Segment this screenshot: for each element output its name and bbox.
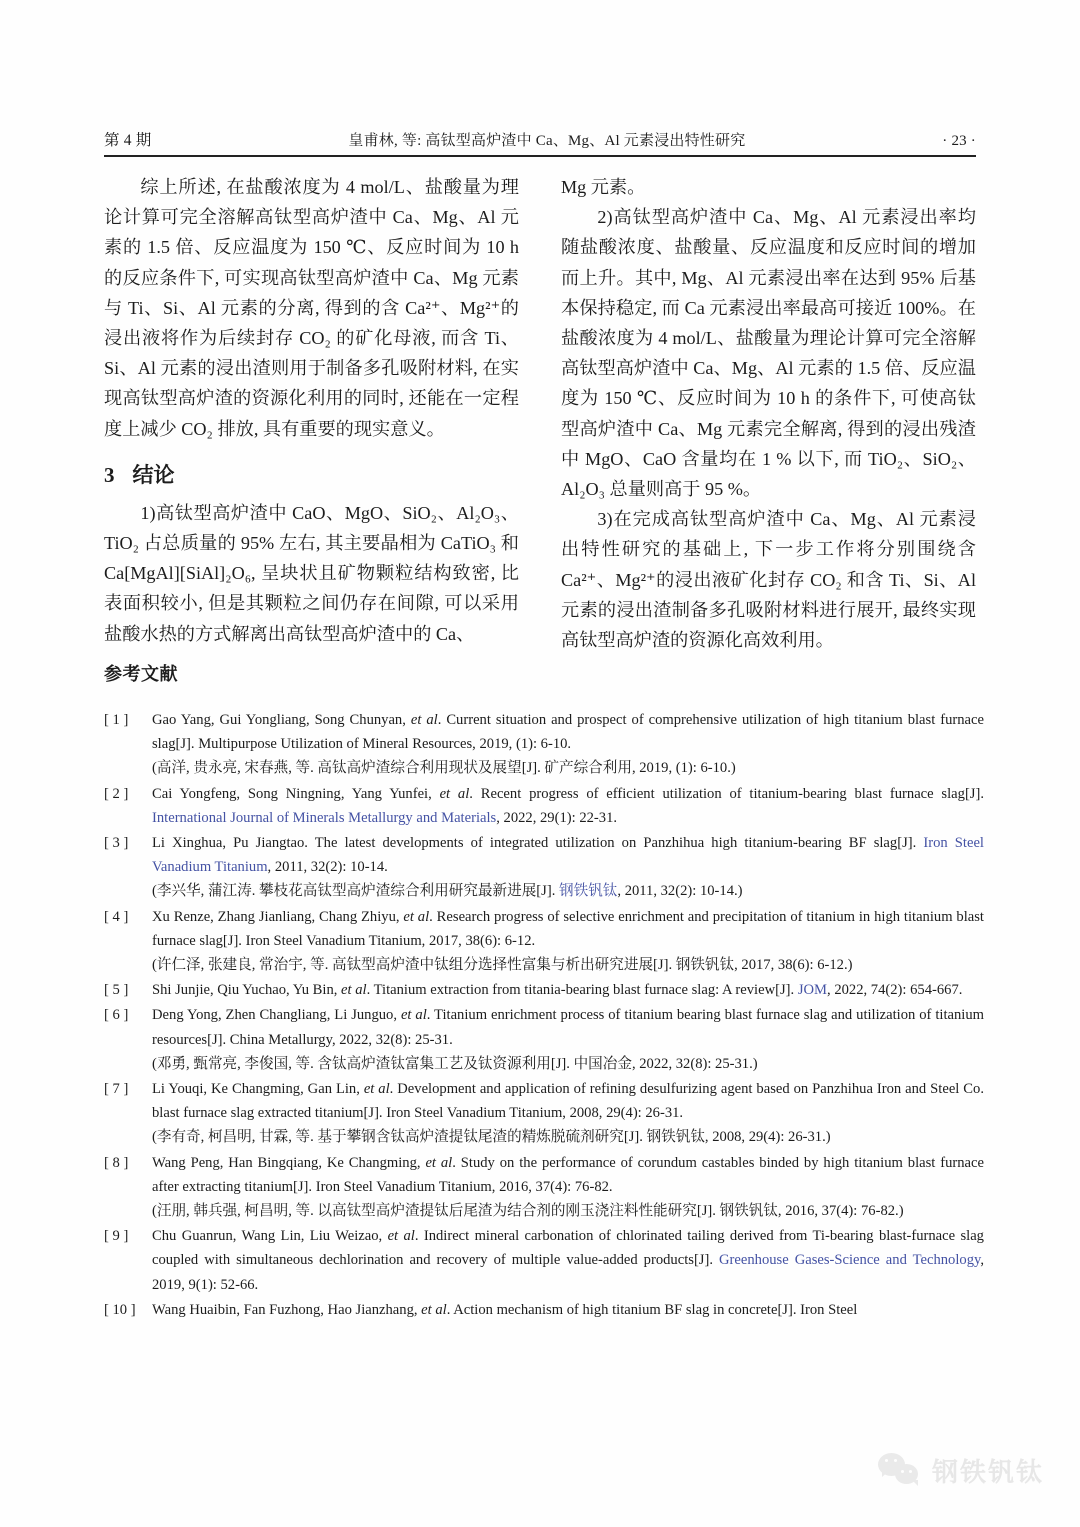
section-number: 3 xyxy=(104,462,115,487)
reference-item xyxy=(104,1224,984,1297)
right-column xyxy=(561,172,976,655)
reference-text xyxy=(152,1003,984,1076)
reference-etal: et al xyxy=(387,1228,415,1245)
reference-citation-en: , 2022, 74(2): 654-667. xyxy=(827,982,963,999)
reference-citation-en: , 2011, 32(2): 10-14. xyxy=(267,859,388,876)
reference-etal: et al xyxy=(421,1301,447,1318)
reference-journal-link-cn[interactable]: 钢铁钒钛 xyxy=(559,883,618,900)
issue-label: 第 4 期 xyxy=(104,132,152,149)
wechat-icon xyxy=(878,1451,922,1489)
reference-title-en: . Current situation and prospect of comprehensive utilization of high titanium blast furnace slag[J]. Multipurpose Utilization of Mineral Resources, 2019, (1): 6-10. xyxy=(152,712,984,753)
reference-item xyxy=(104,1003,984,1076)
reference-title-en: . Recent progress of efficient utilization of titanium-bearing blast furnace slag[J]. xyxy=(469,785,984,802)
reference-title-en: . Action mechanism of high titanium BF slag in concrete[J]. Iron Steel xyxy=(446,1301,858,1318)
reference-item xyxy=(104,905,984,978)
header-divider xyxy=(104,155,976,157)
references-heading: 参考文献 xyxy=(104,664,178,684)
reference-title-cn: (李兴华, 蒲江涛. 攀枝花高钛型高炉渣综合利用研究最新进展[J]. xyxy=(152,883,559,900)
reference-citation-en: , 2022, 29(1): 22-31. xyxy=(496,809,618,826)
reference-text xyxy=(152,905,984,978)
running-head xyxy=(104,128,976,150)
reference-journal-link[interactable]: JOM xyxy=(797,982,828,999)
reference-text xyxy=(152,831,984,904)
reference-text xyxy=(152,1077,984,1150)
reference-item xyxy=(104,1077,984,1150)
reference-title-en: . Development and application of refining desulfurizing agent based on Panzhihua Iron and Steel Co. blast furnace slag extracted titanium[J]. Iron Steel Vanadium Titanium, 2008, 29(4): 26-31. xyxy=(152,1081,984,1122)
reference-title-en: . Titanium enrichment process of titanium bearing blast furnace slag and utilization of titanium resources[J]. China Metallurgy, 2022, 32(8): 25-31. xyxy=(152,1007,984,1048)
references-list xyxy=(104,708,984,1322)
reference-etal: et al xyxy=(410,712,438,728)
reference-number: [ 3 ] xyxy=(104,835,129,852)
reference-text xyxy=(152,978,984,1002)
conclusion-item-2: 2)高钛型高炉渣中 Ca、Mg、Al 元素浸出率均随盐酸浓度、盐酸量、反应温度和反应时间的增加而上升。其中, Mg、Al 元素浸出率在达到 95% 后基本保持稳定, 而 Ca 元素浸出率最高可接近 100%。在盐酸浓度为 4 mol/L、盐酸量为理论计算可完全溶解高钛型高炉渣中 Ca、Mg、Al 元素的 1.5 倍、反应温度为 150 ℃、反应时间为 10 h 的条件下, 可使高钛型高炉渣中 Ca、Mg 元素完全解离, 得到的浸出残渣中 MgO、CaO 含量均在 1 % 以下, 而 TiO₂、SiO₂、Al₂O₃ 总量则高于 95 %。 xyxy=(561,207,976,500)
reference-title-cn: (许仁泽, 张建良, 常治宇, 等. 高钛型高炉渣中钛组分选择性富集与析出研究进展[J]. 钢铁钒钛, 2017, 38(6): 6-12.) xyxy=(152,957,853,974)
references-section xyxy=(104,660,984,1323)
reference-authors: Shi Junjie, Qiu Yuchao, Yu Bin, xyxy=(152,982,342,999)
section-title: 结论 xyxy=(132,462,175,487)
reference-etal: et al xyxy=(341,982,367,999)
reference-citation-en: , 2019, 9(1): 52-66. xyxy=(152,1252,984,1293)
reference-number: [ 8 ] xyxy=(104,1154,129,1171)
reference-text-cn xyxy=(152,756,984,780)
reference-citation-cn: , 2011, 32(2): 10-14.) xyxy=(617,883,743,900)
reference-journal-link[interactable]: International Journal of Minerals Metallurgy and Materials xyxy=(152,809,497,826)
reference-item xyxy=(104,831,984,904)
reference-etal: et al xyxy=(403,908,430,925)
reference-text-cn xyxy=(152,953,984,977)
reference-number: [ 7 ] xyxy=(104,1081,129,1098)
reference-item xyxy=(104,708,984,781)
reference-text xyxy=(152,708,984,781)
watermark-label: 钢铁钒钛 xyxy=(931,1456,1044,1487)
summary-paragraph: 综上所述, 在盐酸浓度为 4 mol/L、盐酸量为理论计算可完全溶解高钛型高炉渣中 Ca、Mg、Al 元素的 1.5 倍、反应温度为 150 ℃、反应时间为 10 h 的反应条件下, 可实现高钛型高炉渣中 Ca、Mg 元素与 Ti、Si、Al 元素的分离, 得到的含 Ca²⁺、Mg²⁺的浸出液将作为后续封存 CO₂ 的矿化母液, 而含 Ti、Si、Al 元素的浸出渣则用于制备多孔吸附材料, 在实现高钛型高炉渣的资源化利用的同时, 还能在一定程度上减少 CO₂ 排放, 具有重要的现实意义。 xyxy=(104,177,519,439)
reference-title-en: . Indirect mineral carbonation of chlorinated tailing derived from Ti-bearing blast-furnace slag coupled with simultaneous dechlorination and recovery of multiple value-added products[J]. xyxy=(152,1228,984,1269)
reference-authors: Li Youqi, Ke Changming, Gan Lin, xyxy=(152,1081,364,1098)
reference-journal-link[interactable]: Greenhouse Gases-Science and Technology xyxy=(719,1252,981,1269)
reference-item xyxy=(104,978,984,1002)
page-number: · 23 · xyxy=(942,133,976,149)
reference-text xyxy=(152,1151,984,1224)
reference-authors: Xu Renze, Zhang Jianliang, Chang Zhiyu, xyxy=(152,908,404,925)
reference-authors: Wang Peng, Han Bingqiang, Ke Changming, xyxy=(152,1154,426,1171)
reference-number: [ 9 ] xyxy=(104,1228,129,1245)
reference-text-cn xyxy=(152,1052,984,1076)
reference-text-cn xyxy=(152,1199,984,1223)
reference-number: [ 1 ] xyxy=(104,712,129,728)
left-column xyxy=(104,172,519,655)
reference-item xyxy=(104,782,984,830)
article-body xyxy=(104,172,976,655)
reference-authors: Gao Yang, Gui Yongliang, Song Chunyan, xyxy=(152,712,411,728)
reference-number: [ 5 ] xyxy=(104,982,129,999)
reference-number: [ 10 ] xyxy=(104,1301,136,1318)
reference-number: [ 4 ] xyxy=(104,908,129,925)
reference-etal: et al xyxy=(439,785,470,802)
reference-number: [ 6 ] xyxy=(104,1007,129,1024)
section-heading-conclusion xyxy=(104,458,519,492)
reference-authors: Chu Guanrun, Wang Lin, Liu Weizao, xyxy=(152,1228,388,1245)
reference-item xyxy=(104,1151,984,1224)
reference-title-en: . Research progress of selective enrichment and precipitation of titanium in high titanium blast furnace slag[J]. Iron Steel Vanadium Titanium, 2017, 38(6): 6-12. xyxy=(152,908,984,949)
conclusion-item-1: 1)高钛型高炉渣中 CaO、MgO、SiO₂、Al₂O₃、TiO₂ 占总质量的 95% 左右, 其主要晶相为 CaTiO₃ 和 Ca[MgAl][SiAl]₂O₆, 呈块状且矿物颗粒结构致密, 比表面积较小, 但是其颗粒之间仍存在间隙, 可以采用盐酸水热的方式解离出高钛型高炉渣中的 Ca、 xyxy=(104,502,519,644)
reference-title-cn: (高洋, 贵永亮, 宋春燕, 等. 高钛高炉渣综合利用现状及展望[J]. 矿产综合利用, 2019, (1): 6-10.) xyxy=(152,760,736,777)
reference-authors: Li Xinghua, Pu Jiangtao. The latest developments of integrated utilization on Panzhihua high titanium-bearing BF slag[J]. xyxy=(152,835,924,852)
reference-text xyxy=(152,1224,984,1297)
reference-text xyxy=(152,782,984,830)
reference-title-cn: (李有奇, 柯昌明, 甘霖, 等. 基于攀钢含钛高炉渣提钛尾渣的精炼脱硫剂研究[J]. 钢铁钒钛, 2008, 29(4): 26-31.) xyxy=(152,1129,831,1146)
reference-title-en: . Study on the performance of corundum castables binded by high titanium blast furnace after extracting titanium[J]. Iron Steel Vanadium Titanium, 2016, 37(4): 76-82. xyxy=(152,1154,984,1195)
running-title: 皇甫林, 等: 高钛型高炉渣中 Ca、Mg、Al 元素浸出特性研究 xyxy=(348,133,746,149)
conclusion-item-1-continued: Mg 元素。 xyxy=(561,177,646,197)
reference-text-cn xyxy=(152,1125,984,1149)
reference-authors: Cai Yongfeng, Song Ningning, Yang Yunfei, xyxy=(152,785,440,802)
reference-authors: Deng Yong, Zhen Changliang, Li Junguo, xyxy=(152,1007,401,1024)
reference-title-cn: (邓勇, 甄常亮, 李俊国, 等. 含钛高炉渣钛富集工艺及钛资源利用[J]. 中国冶金, 2022, 32(8): 25-31.) xyxy=(152,1055,758,1072)
reference-etal: et al xyxy=(425,1154,453,1171)
reference-journal-link[interactable]: Iron Steel Vanadium Titanium xyxy=(152,835,984,876)
reference-item xyxy=(104,1298,984,1322)
reference-title-en: . Titanium extraction from titania-bearing blast furnace slag: A review[J]. xyxy=(366,982,798,999)
reference-etal: et al xyxy=(363,1081,390,1098)
reference-title-cn: (汪朋, 韩兵强, 柯昌明, 等. 以高钛型高炉渣提钛后尾渣为结合剂的刚玉浇注料性能研究[J]. 钢铁钒钛, 2016, 37(4): 76-82.) xyxy=(152,1203,904,1220)
reference-number: [ 2 ] xyxy=(104,785,129,802)
watermark xyxy=(878,1451,1044,1489)
conclusion-item-3: 3)在完成高钛型高炉渣中 Ca、Mg、Al 元素浸出特性研究的基础上, 下一步工作将分别围绕含 Ca²⁺、Mg²⁺的浸出液矿化封存 CO₂ 和含 Ti、Si、Al 元素的浸出渣制备多孔吸附材料进行展开, 最终实现高钛型高炉渣的资源化高效利用。 xyxy=(561,509,976,651)
reference-text-cn xyxy=(152,879,984,903)
reference-authors: Wang Huaibin, Fan Fuzhong, Hao Jianzhang, xyxy=(152,1301,422,1318)
reference-etal: et al xyxy=(400,1007,427,1024)
reference-text xyxy=(152,1298,984,1322)
